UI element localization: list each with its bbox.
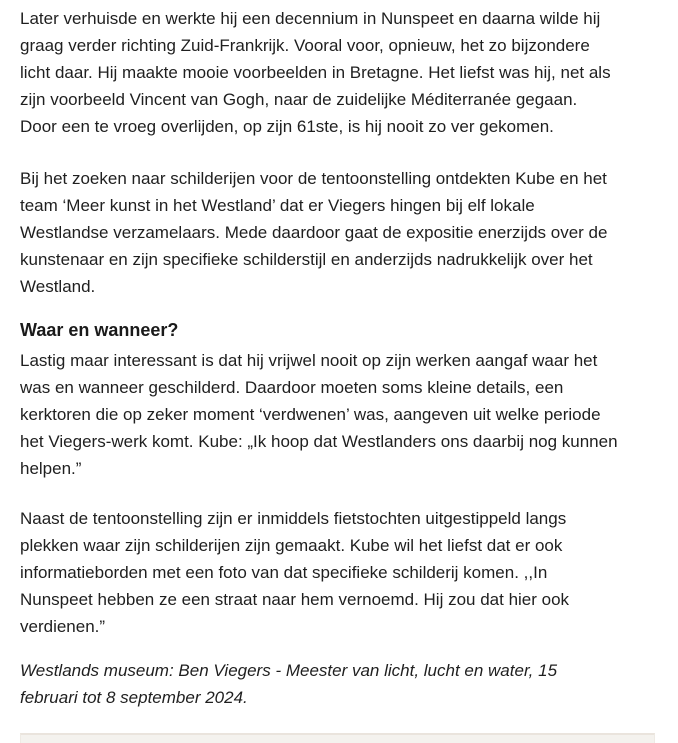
text-line: Bij het zoeken naar schilderijen voor de tentoonstelling ontdekten Kube en het [20,169,607,188]
text-line: kerktoren die op zeker moment ‘verdwenen’ was, aangeven uit welke periode [20,405,601,424]
text-line: licht daar. Hij maakte mooie voorbeelden in Bretagne. Het liefst was hij, net als [20,63,611,82]
text-line: team ‘Meer kunst in het Westland’ dat er Viegers hingen bij elf lokale [20,196,535,215]
text-line: Naast de tentoonstelling zijn er inmiddels fietstochten uitgestippeld langs [20,509,567,528]
text-line: verdienen.” [20,617,106,636]
text-line: februari tot 8 september 2024. [20,688,248,707]
text-line: Later verhuisde en werkte hij een decennium in Nunspeet en daarna wilde hij [20,9,601,28]
paragraph-tentoonstelling [20,165,655,300]
paragraph-nunspeet [20,5,655,140]
text-line: zijn voorbeeld Vincent van Gogh, naar de zuidelijke Méditerranée gegaan. [20,90,578,109]
text-line: informatieborden met een foto van dat specifieke schilderij komen. ,,In [20,563,548,582]
text-line: Westlands museum: Ben Viegers - Meester van licht, lucht en water, 15 [20,661,558,680]
text-line: kunstenaar en zijn specifieke schilderstijl en anderzijds nadrukkelijk over het [20,250,593,269]
text-line: plekken waar zijn schilderijen zijn gemaakt. Kube wil het liefst dat er ook [20,536,563,555]
paragraph-waar-wanneer [20,347,655,482]
exhibition-credit [20,657,655,711]
paragraph-fietstochten [20,505,655,640]
text-line: Westlandse verzamelaars. Mede daardoor gaat de expositie enerzijds over de [20,223,608,242]
text-line: het Viegers-werk komt. Kube: „Ik hoop dat Westlanders ons daarbij nog kunnen [20,432,618,451]
text-line: Nunspeet hebben ze een straat naar hem vernoemd. Hij zou dat hier ook [20,590,570,609]
cropped-figure-top-edge [20,733,655,743]
text-line: graag verder richting Zuid-Frankrijk. Vooral voor, opnieuw, het zo bijzondere [20,36,590,55]
section-heading: Waar en wanneer? [20,320,179,340]
text-line: Westland. [20,277,96,296]
text-line: Lastig maar interessant is dat hij vrijwel nooit op zijn werken aangaf waar het [20,351,598,370]
text-line: Door een te vroeg overlijden, op zijn 61ste, is hij nooit zo ver gekomen. [20,117,554,136]
text-line: helpen.” [20,459,82,478]
text-line: was en wanneer geschilderd. Daardoor moeten soms kleine details, een [20,378,564,397]
